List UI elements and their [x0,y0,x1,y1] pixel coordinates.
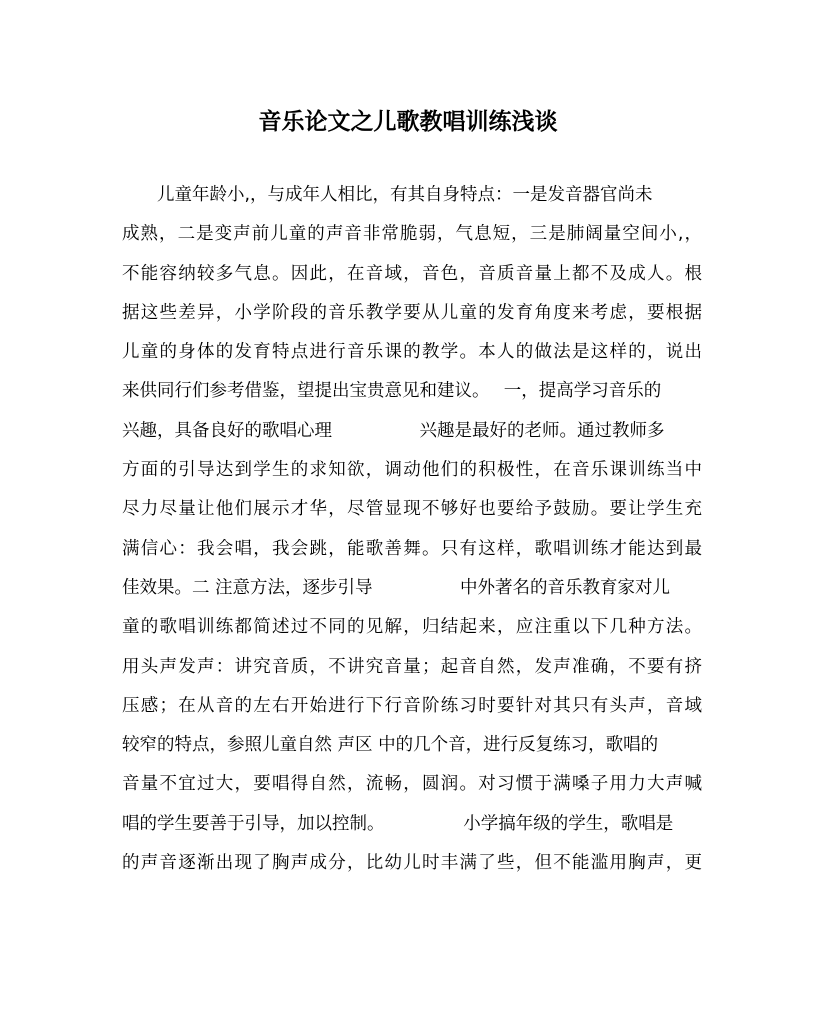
body-text [122,176,702,883]
body-line: 唱的学生要善于引导，加以控制。 小学搞年级的学生，歌唱是 [122,813,674,834]
body-line: 较窄的特点，参照儿童自然 声区 中的几个音，进行反复练习，歌唱的 [122,735,659,756]
body-line: 成熟，二是变声前儿童的声音非常脆弱，气息短，三是肺阔量空间小,， [122,224,702,245]
body-line: 据这些差异，小学阶段的音乐教学要从儿童的发育角度来考虑，要根据 [122,302,702,323]
body-line: 尽力尽量让他们展示才华，尽管显现不够好也要给予鼓励。要让学生充 [122,499,702,520]
document-title: 音乐论文之儿歌教唱训练浅谈 [258,108,558,135]
body-line: 用头声发声：讲究音质，不讲究音量；起音自然，发声准确，不要有挤 [122,656,702,677]
body-line: 满信心：我会唱，我会跳，能歌善舞。只有这样，歌唱训练才能达到最 [122,538,702,559]
body-line: 兴趣，具备良好的歌唱心理 兴趣是最好的老师。通过教师多 [122,420,665,441]
body-line: 的声音逐渐出现了胸声成分，比幼儿时丰满了些，但不能滥用胸声，更 [122,853,702,874]
body-line: 佳效果。二 注意方法，逐步引导 中外著名的音乐教育家对儿 [122,577,671,598]
body-line: 儿童年龄小,，与成年人相比，有其自身特点：一是发音器官尚未 [122,185,653,205]
body-line: 不能容纳较多气息。因此，在音域，音色，音质音量上都不及成人。根 [122,263,702,284]
body-line: 音量不宜过大，要唱得自然，流畅，圆润。对习惯于满嗓子用力大声喊 [122,774,702,795]
body-line: 童的歌唱训练都简述过不同的见解，归结起来，应注重以下几种方法。 [122,617,702,638]
body-line: 来供同行们参考借鉴，望提出宝贵意见和建议。 一，提高学习音乐的 [122,381,662,402]
body-line: 儿童的身体的发育特点进行音乐课的教学。本人的做法是这样的，说出 [122,342,702,363]
body-line: 压感；在从音的左右开始进行下行音阶练习时要针对其只有头声，音域 [122,695,702,716]
body-line: 方面的引导达到学生的求知欲，调动他们的积极性，在音乐课训练当中 [122,460,702,481]
